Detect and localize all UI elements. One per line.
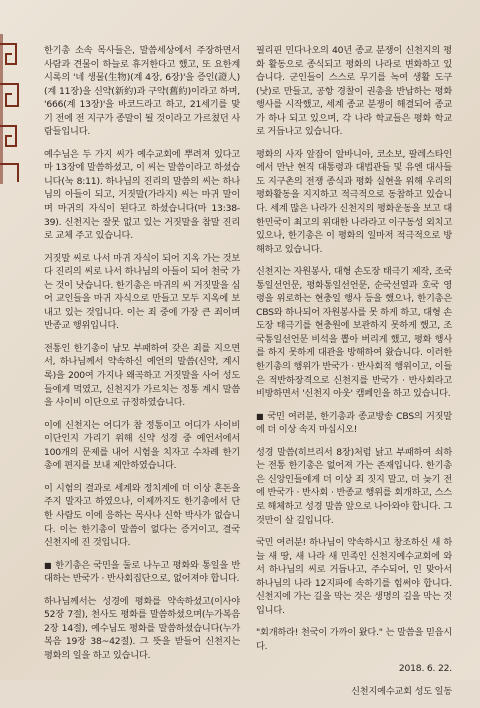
right-paragraph-1: 필리핀 민다나오의 40년 종교 분쟁이 신천지의 평화 활동으로 종식되고 평화의 나라로 변화하고 있습니다. 군인들이 스스로 무기를 녹여 생활 도구(낫)로 만들고, 공항 경찰이 권총을 반납하는 평화 행사를 시작했고, 세계 종교 분쟁이 해결되어 종교가 하나 되고 있으며, 각 나라 학교들은 평화 학교로 거듭나고 있습니다. (256, 45, 452, 138)
left-paragraph-6: 이 시험의 결과로 세계와 정치계에 더 이상 혼돈을 주지 말자고 하였으나, 이제까지도 한기총에서 단 한 사람도 이에 응하는 목사나 신학 박사가 없습니다. 이는 한기총이 말씀이 없다는 증거이고, 결국 신천지에 진 것입니다. (44, 482, 240, 549)
square-bullet-icon: ■ (256, 411, 264, 421)
left-paragraph-1: 한기총 소속 목사들은, 말씀세상에서 주장하면서 사람과 견물이 하늘로 휴거한다고 했고, 또 요한계시록의 '네 생물(生物)(계 4장, 6장)'을 증인(證人)(계 11장)을 신약(新約)과 구약(舊約)이라고 하며, '666(계 13장)'을 바코드라고 하고, 21세기를 맞기 전에 전 지구가 종말이 될 것이라고 가르쳤던 사람들입니다. (44, 45, 240, 138)
right-heading-text: 국민 여러분, 한기총과 종교방송 CBS의 거짓말에 더 이상 속지 마십시오! (256, 410, 453, 436)
right-paragraph-2: 평화의 사자 앞잡이 알바니아, 코소보, 팔레스타인에서 만난 현직 대통령과 대법관들 및 유엔 대사들도 지구촌의 전쟁 종식과 평화 실현을 위해 우리의 평화활동을 지지하고 적극적으로 동참하고 있습니다. 세계 많은 나라가 신천지의 평화운동을 보고 대한민국이 최고의 위대한 나라라고 이구동성 외치고 있으나, 한기총은 이 평화의 일마저 적극적으로 방해하고 있습니다. (256, 148, 452, 255)
left-paragraph-2: 예수님은 두 가지 씨가 예수교회에 뿌려져 있다고 마 13장에 말씀하셨고, 이 씨는 말씀이라고 하셨습니다(눅 8:11). 하나님의 진리의 말씀의 씨는 하나님의 아들이 되고, 거짓말(가라지) 씨는 마귀 말이며 마귀의 자식이 된다고 하셨습니다(마 13:38-39). 신천지는 잘못 없고 있는 거짓말을 참말 진리로 교체 주고 있습니다. (44, 148, 240, 242)
document-date: 2018. 6. 22. (398, 663, 452, 675)
left-heading-bullet (44, 559, 240, 586)
right-paragraph-3: 신천지는 자원봉사, 대형 손도장 태극기 제작, 조국통일선언문, 평화통일선언문, 순국선열과 호국 영령을 위로하는 현충일 행사 등을 했으나, 한기총은 CBS와 하나되어 자원봉사를 못 하게 하고, 대형 손도장 태극기를 현충원에 보관하지 못하게 했고, 조국통일선언문 비석을 뽑아 버리게 했고, 평화 행사를 하지 못하게 대관을 방해하여 왔습니다. 이러한 한기총의 행위가 반국가 · 반사회적 행위이고, 이들은 적반하장격으로 신천지를 반국가 · 반사회라고 비방하면서 '신천지 아웃' 캠페인을 하고 있습니다. (256, 266, 452, 400)
right-heading-bullet (256, 410, 452, 437)
left-paragraph-4: 전통인 한기총이 남모 부패하여 갖은 죄를 지으면서, 하나님께서 약속하신 예언의 말씀(신약, 계시록)을 200여 가지나 왜곡하고 거짓말을 사어 성도들에게 먹였고, 신천지가 가르치는 정통 계시 말씀을 사이비 이단으로 규정하였습니다. (44, 342, 240, 409)
scroll-ornament-icon (0, 34, 24, 184)
left-paragraph-5: 이에 신천지는 어디가 참 정통이고 어디가 사이비 이단인지 가리기 위해 신약 성경 중 예언서에서 100개의 문제를 내어 시험을 치자고 수차례 한기총에 편지를 보내 제안하였습니다. (44, 419, 240, 472)
document-signature: 신천지예수교회 성도 일동 (351, 685, 452, 697)
right-paragraph-5: 성경 말씀(히브리서 8장)처럼 낡고 부패하여 쇠하는 전통 한기총은 없어져 가는 존재입니다. 한기총은 신앙인들에게 더 이상 죄 짓지 말고, 더 늦기 전에 반국가 · 반사회 · 반종교 행위를 회개하고, 스스로 해체하고 성경 말씀 앞으로 나아와야 합니다. 그것만이 살 길입니다. (256, 446, 452, 526)
square-bullet-icon: ■ (44, 560, 52, 570)
left-heading-text: 한기총은 국민을 둘로 나누고 평화와 통일을 반대하는 반국가 · 반사회집단으로, 없어져야 합니다. (44, 559, 241, 585)
left-paragraph-3: 거짓말 씨로 나서 마귀 자식이 되어 지옥 가는 것보다 진리의 씨로 나서 하나님의 아들이 되어 천국 가는 것이 낫습니다. 한기총은 마귀의 씨 거짓말을 심어 교인들을 마귀 자식으로 만들고 모두 지옥에 보내고 있는 것입니다. 이는 죄 중에 가장 큰 죄이며 반종교 행위입니다. (44, 252, 240, 332)
right-column (256, 44, 452, 708)
right-paragraph-6: 국민 여러분! 하나님이 약속하시고 창조하신 새 하늘 새 땅, 새 나라 새 민족인 신천지예수교회에 와서 하나님의 씨로 거듭나고, 주수되어, 인 맞아서 하나님의 나라 12지파에 속하기를 힘써야 합니다. 신천지에 가는 길을 막는 것은 생명의 길을 막는 것입니다. (256, 537, 452, 616)
right-paragraph-7: "회개하라! 천국이 가까이 왔다." 는 말씀을 믿읍시다. (256, 627, 452, 652)
left-paragraph-8: 하나님께서는 성경에 평화를 약속하셨고(이사야 52장 7절), 천사도 평화를 말씀하셨으며(누가복음 2장 14절), 예수님도 평화를 말씀하셨습니다(누가복음 19장 38~42절). 그 뜻을 받들어 신천지는 평화의 일을 하고 있습니다. (44, 595, 240, 661)
left-column (44, 44, 240, 671)
